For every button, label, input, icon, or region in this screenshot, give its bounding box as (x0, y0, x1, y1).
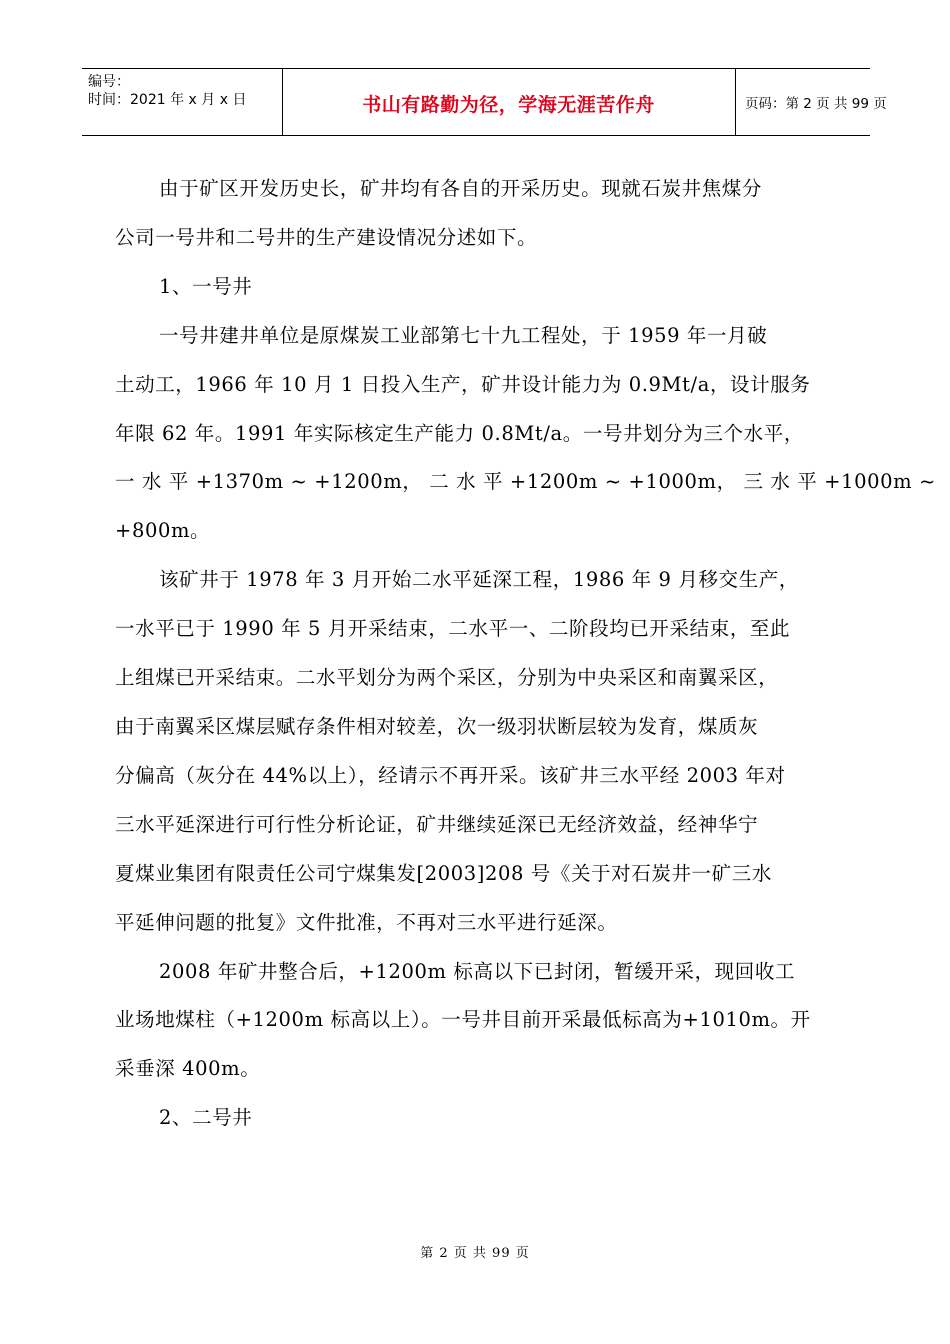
text-line: 由于南翼采区煤层赋存条件相对较差，次一级羽状断层较为发育，煤质灰 (115, 714, 759, 738)
paragraph-well-1-2008-cont (115, 996, 835, 1094)
text-line: 三水平延深进行可行性分析论证，矿井继续延深已无经济效益，经神华宁 (115, 812, 759, 836)
text-line: 年限 62 年。1991 年实际核定生产能力 0.8Mt/a。一号井划分为三个水平， (115, 421, 804, 445)
paragraph-well-1-history (115, 312, 835, 361)
text-line: 由于矿区开发历史长，矿井均有各自的开采历史。现就石炭井焦煤分 (159, 177, 763, 200)
document-date-label: 时间：2021 年 x 月 x 日 (88, 92, 247, 108)
paragraph-intro (115, 165, 835, 214)
text-line: 分偏高（灰分在 44%以上），经请示不再开采。该矿井三水平经 2003 年对 (115, 763, 786, 787)
header-motto-cell (282, 69, 736, 135)
paragraph-well-1-extension (115, 556, 835, 605)
header-meta-cell (82, 69, 283, 135)
header-page-cell (735, 69, 887, 135)
text-line: 上组煤已开采结束。二水平划分为两个采区，分别为中央采区和南翼采区， (115, 666, 779, 690)
text-line: 采垂深 400m。 (115, 1057, 261, 1081)
text-line: 2008 年矿井整合后，+1200m 标高以下已封闭，暂缓开采，现回收工 (159, 959, 796, 983)
document-body (115, 165, 936, 1143)
page-footer: 第 2 页 共 99 页 (420, 1246, 530, 1261)
paragraph-well-1-2008 (115, 948, 835, 997)
section-heading: 2、二号井 (159, 1106, 253, 1130)
header-page-info: 页码：第 2 页 共 99 页 (745, 96, 887, 112)
text-line: 业场地煤柱（+1200m 标高以上）。一号井目前开采最低标高为+1010m。开 (115, 1008, 811, 1032)
section-heading-well-1 (115, 263, 835, 312)
document-number-label: 编号： (88, 74, 130, 90)
header-motto: 书山有路勤为径，学海无涯苦作舟 (362, 94, 655, 116)
paragraph-well-1-extension-cont (115, 605, 835, 947)
text-line: +800m。 (115, 519, 211, 543)
page-header (82, 68, 887, 136)
paragraph-well-1-history-cont (115, 361, 936, 557)
text-line: 公司一号井和二号井的生产建设情况分述如下。 (115, 225, 538, 249)
text-line: 该矿井于 1978 年 3 月开始二水平延深工程，1986 年 9 月移交生产， (159, 568, 799, 592)
section-heading: 1、一号井 (159, 274, 253, 298)
text-line: 一水平已于 1990 年 5 月开采结束，二水平一、二阶段均已开采结束，至此 (115, 617, 791, 641)
paragraph-intro-cont (115, 214, 835, 263)
text-line: 一号井建井单位是原煤炭工业部第七十九工程处，于 1959 年一月破 (159, 323, 768, 347)
text-line: 土动工，1966 年 10 月 1 日投入生产，矿井设计能力为 0.9Mt/a，设计服务 (115, 372, 811, 396)
text-line: 一 水 平 +1370m ~ +1200m， 二 水 平 +1200m ~ +1000m， 三 水 平 +1000m ~ (115, 470, 936, 494)
section-heading-well-2 (115, 1094, 835, 1143)
text-line: 平延伸问题的批复》文件批准，不再对三水平进行延深。 (115, 910, 618, 934)
text-line: 夏煤业集团有限责任公司宁煤集发[2003]208 号《关于对石炭井一矿三水 (115, 861, 772, 885)
